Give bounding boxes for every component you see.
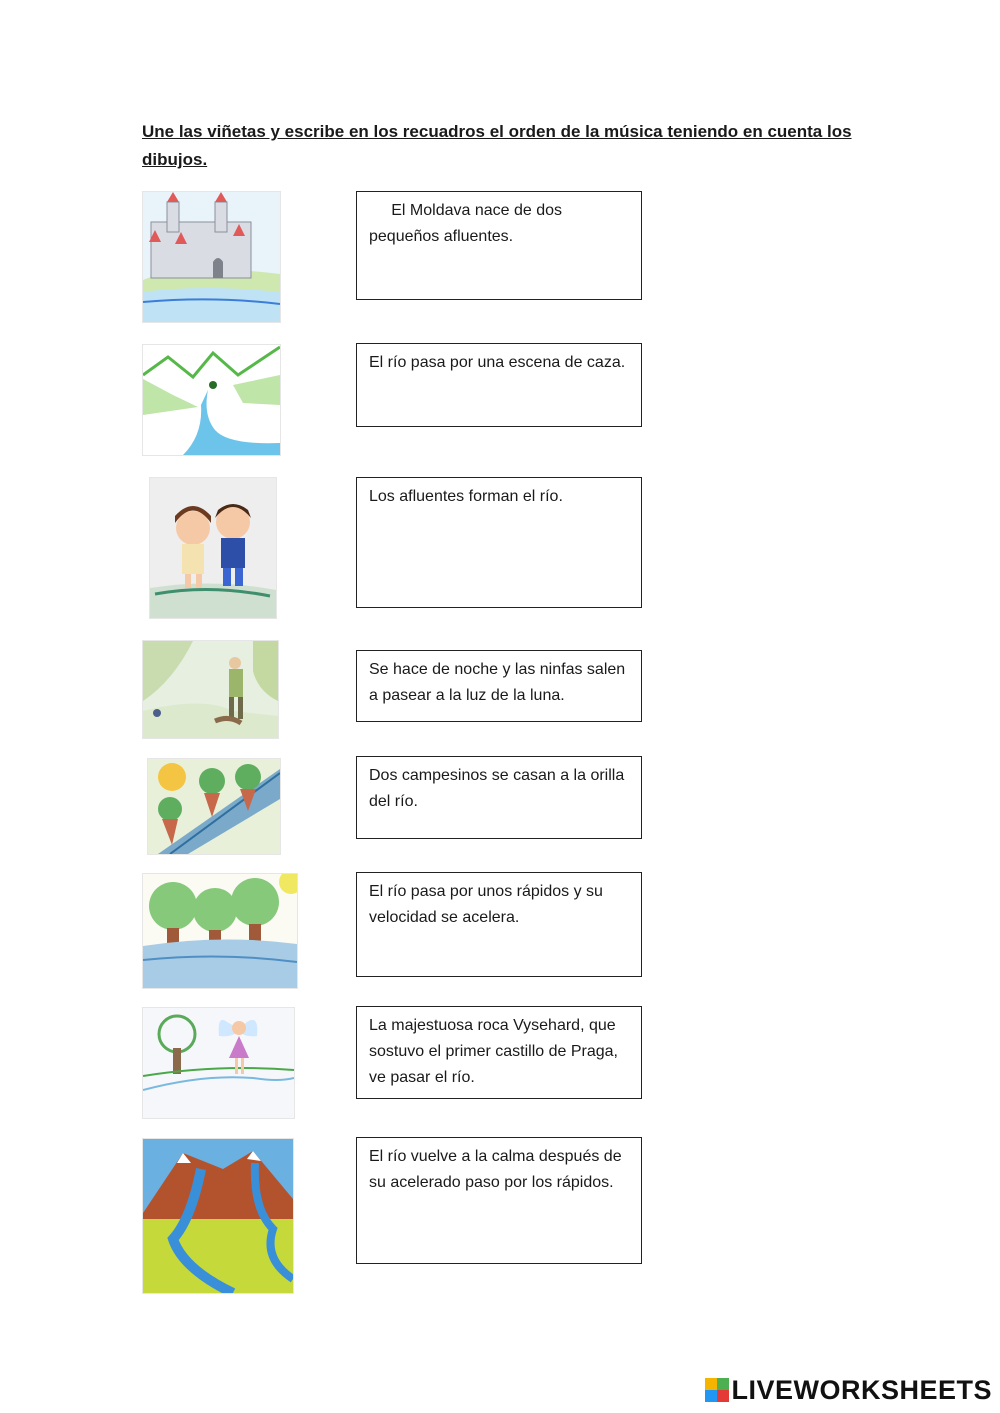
wedding-couple-drawing-icon[interactable] <box>149 477 277 619</box>
sentence-box[interactable]: Dos campesinos se casan a la orilla del río. <box>356 756 642 839</box>
sentence-box[interactable]: Los afluentes forman el río. <box>356 477 642 608</box>
liveworksheets-logo <box>705 1373 992 1407</box>
hunter-scene-drawing-icon[interactable] <box>142 640 279 739</box>
sentence-box[interactable]: El Moldava nace de dos pequeños afluentes. <box>356 191 642 300</box>
mountains-river-drawing-icon[interactable] <box>142 1138 294 1294</box>
sentence-box[interactable]: El río vuelve a la calma después de su acelerado paso por los rápidos. <box>356 1137 642 1264</box>
forest-river-drawing-icon[interactable] <box>142 873 298 989</box>
liveworksheets-logo-icon <box>705 1378 729 1402</box>
instruction-heading: Une las viñetas y escribe en los recuadros el orden de la música teniendo en cuenta los dibujos. <box>142 122 852 169</box>
sentence-box[interactable]: Se hace de noche y las ninfas salen a pasear a la luz de la luna. <box>356 650 642 722</box>
mountain-river-source-drawing-icon[interactable] <box>142 344 281 456</box>
sentence-box[interactable]: El río pasa por una escena de caza. <box>356 343 642 427</box>
logo-text: LIVEWORKSHEETS <box>731 1374 992 1405</box>
nymph-moonlight-drawing-icon[interactable] <box>142 1007 295 1119</box>
sentence-box[interactable]: El río pasa por unos rápidos y su velocidad se acelera. <box>356 872 642 977</box>
sentence-box[interactable]: La majestuosa roca Vysehard, que sostuvo el primer castillo de Praga, ve pasar el río. <box>356 1006 642 1099</box>
rapids-trees-drawing-icon[interactable] <box>147 758 281 855</box>
castle-drawing-icon[interactable] <box>142 191 281 323</box>
